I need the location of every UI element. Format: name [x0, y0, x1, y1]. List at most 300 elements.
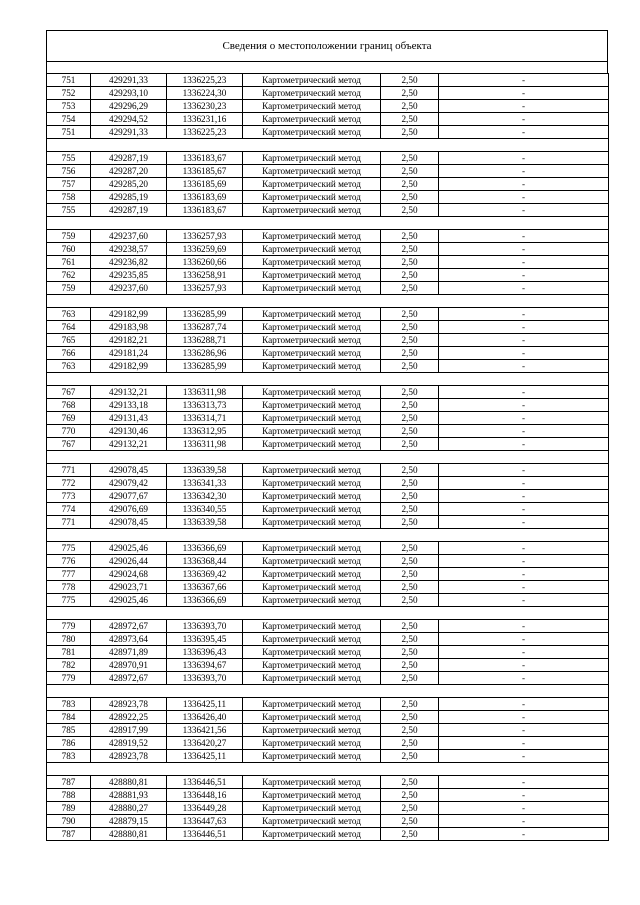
table-row: [47, 438, 609, 451]
method-cell: Картометрический метод: [243, 776, 381, 789]
coordinates-table-body: [47, 74, 609, 841]
x-coordinate-cell: 429285,19: [91, 191, 167, 204]
point-number-cell: 762: [47, 269, 91, 282]
method-cell: Картометрический метод: [243, 789, 381, 802]
x-coordinate-cell: 429236,82: [91, 256, 167, 269]
method-cell: Картометрический метод: [243, 386, 381, 399]
accuracy-cell: 2,50: [381, 360, 439, 373]
accuracy-cell: 2,50: [381, 724, 439, 737]
y-coordinate-cell: 1336396,43: [167, 646, 243, 659]
description-cell: -: [439, 542, 609, 555]
y-coordinate-cell: 1336446,51: [167, 828, 243, 841]
point-number-cell: 759: [47, 230, 91, 243]
accuracy-cell: 2,50: [381, 802, 439, 815]
point-number-cell: 768: [47, 399, 91, 412]
accuracy-cell: 2,50: [381, 568, 439, 581]
description-cell: -: [439, 308, 609, 321]
description-cell: -: [439, 438, 609, 451]
accuracy-cell: 2,50: [381, 828, 439, 841]
y-coordinate-cell: 1336287,74: [167, 321, 243, 334]
y-coordinate-cell: 1336339,58: [167, 464, 243, 477]
point-number-cell: 787: [47, 828, 91, 841]
x-coordinate-cell: 429025,46: [91, 594, 167, 607]
description-cell: -: [439, 282, 609, 295]
table-row: [47, 659, 609, 672]
x-coordinate-cell: 428879,15: [91, 815, 167, 828]
y-coordinate-cell: 1336288,71: [167, 334, 243, 347]
x-coordinate-cell: 429076,69: [91, 503, 167, 516]
method-cell: Картометрический метод: [243, 399, 381, 412]
method-cell: Картометрический метод: [243, 477, 381, 490]
accuracy-cell: 2,50: [381, 74, 439, 87]
method-cell: Картометрический метод: [243, 100, 381, 113]
method-cell: Картометрический метод: [243, 737, 381, 750]
accuracy-cell: 2,50: [381, 386, 439, 399]
point-number-cell: 786: [47, 737, 91, 750]
point-number-cell: 751: [47, 126, 91, 139]
y-coordinate-cell: 1336183,67: [167, 204, 243, 217]
description-cell: -: [439, 711, 609, 724]
y-coordinate-cell: 1336394,67: [167, 659, 243, 672]
method-cell: Картометрический метод: [243, 425, 381, 438]
method-cell: Картометрический метод: [243, 191, 381, 204]
accuracy-cell: 2,50: [381, 334, 439, 347]
table-row: [47, 399, 609, 412]
description-cell: -: [439, 477, 609, 490]
accuracy-cell: 2,50: [381, 646, 439, 659]
method-cell: Картометрический метод: [243, 633, 381, 646]
accuracy-cell: 2,50: [381, 438, 439, 451]
table-row: [47, 360, 609, 373]
method-cell: Картометрический метод: [243, 256, 381, 269]
accuracy-cell: 2,50: [381, 711, 439, 724]
x-coordinate-cell: 429026,44: [91, 555, 167, 568]
y-coordinate-cell: 1336367,66: [167, 581, 243, 594]
point-number-cell: 756: [47, 165, 91, 178]
table-row: [47, 672, 609, 685]
table-row: [47, 230, 609, 243]
description-cell: -: [439, 178, 609, 191]
table-row: [47, 477, 609, 490]
group-separator-row: [47, 529, 609, 542]
y-coordinate-cell: 1336311,98: [167, 386, 243, 399]
accuracy-cell: 2,50: [381, 412, 439, 425]
point-number-cell: 754: [47, 113, 91, 126]
accuracy-cell: 2,50: [381, 321, 439, 334]
x-coordinate-cell: 429293,10: [91, 87, 167, 100]
x-coordinate-cell: 429291,33: [91, 126, 167, 139]
y-coordinate-cell: 1336230,23: [167, 100, 243, 113]
table-row: [47, 334, 609, 347]
description-cell: -: [439, 334, 609, 347]
table-row: [47, 425, 609, 438]
description-cell: -: [439, 594, 609, 607]
accuracy-cell: 2,50: [381, 542, 439, 555]
y-coordinate-cell: 1336313,73: [167, 399, 243, 412]
table-row: [47, 386, 609, 399]
description-cell: -: [439, 555, 609, 568]
point-number-cell: 782: [47, 659, 91, 672]
y-coordinate-cell: 1336447,63: [167, 815, 243, 828]
description-cell: -: [439, 581, 609, 594]
y-coordinate-cell: 1336286,96: [167, 347, 243, 360]
y-coordinate-cell: 1336395,45: [167, 633, 243, 646]
group-separator-row: [47, 763, 609, 776]
method-cell: Картометрический метод: [243, 750, 381, 763]
description-cell: -: [439, 126, 609, 139]
accuracy-cell: 2,50: [381, 672, 439, 685]
accuracy-cell: 2,50: [381, 165, 439, 178]
description-cell: -: [439, 191, 609, 204]
description-cell: -: [439, 204, 609, 217]
method-cell: Картометрический метод: [243, 165, 381, 178]
description-cell: -: [439, 464, 609, 477]
table-row: [47, 490, 609, 503]
x-coordinate-cell: 429182,99: [91, 360, 167, 373]
description-cell: -: [439, 269, 609, 282]
description-cell: -: [439, 633, 609, 646]
accuracy-cell: 2,50: [381, 269, 439, 282]
method-cell: Картометрический метод: [243, 113, 381, 126]
description-cell: -: [439, 568, 609, 581]
y-coordinate-cell: 1336449,28: [167, 802, 243, 815]
table-row: [47, 152, 609, 165]
accuracy-cell: 2,50: [381, 152, 439, 165]
point-number-cell: 778: [47, 581, 91, 594]
x-coordinate-cell: 429132,21: [91, 438, 167, 451]
point-number-cell: 779: [47, 672, 91, 685]
point-number-cell: 785: [47, 724, 91, 737]
table-row: [47, 698, 609, 711]
table-row: [47, 308, 609, 321]
description-cell: -: [439, 659, 609, 672]
y-coordinate-cell: 1336311,98: [167, 438, 243, 451]
point-number-cell: 771: [47, 464, 91, 477]
x-coordinate-cell: 429294,52: [91, 113, 167, 126]
accuracy-cell: 2,50: [381, 308, 439, 321]
table-row: [47, 347, 609, 360]
table-row: [47, 74, 609, 87]
table-row: [47, 620, 609, 633]
point-number-cell: 776: [47, 555, 91, 568]
table-row: [47, 594, 609, 607]
description-cell: -: [439, 815, 609, 828]
y-coordinate-cell: 1336339,58: [167, 516, 243, 529]
x-coordinate-cell: 428880,81: [91, 776, 167, 789]
method-cell: Картометрический метод: [243, 230, 381, 243]
accuracy-cell: 2,50: [381, 113, 439, 126]
x-coordinate-cell: 429182,99: [91, 308, 167, 321]
point-number-cell: 755: [47, 204, 91, 217]
y-coordinate-cell: 1336368,44: [167, 555, 243, 568]
method-cell: Картометрический метод: [243, 555, 381, 568]
method-cell: Картометрический метод: [243, 126, 381, 139]
table-row: [47, 165, 609, 178]
accuracy-cell: 2,50: [381, 776, 439, 789]
accuracy-cell: 2,50: [381, 555, 439, 568]
method-cell: Картометрический метод: [243, 204, 381, 217]
description-cell: -: [439, 100, 609, 113]
y-coordinate-cell: 1336393,70: [167, 620, 243, 633]
y-coordinate-cell: 1336183,69: [167, 191, 243, 204]
method-cell: Картометрический метод: [243, 87, 381, 100]
description-cell: -: [439, 152, 609, 165]
x-coordinate-cell: 429023,71: [91, 581, 167, 594]
point-number-cell: 760: [47, 243, 91, 256]
x-coordinate-cell: 429183,98: [91, 321, 167, 334]
x-coordinate-cell: 429235,85: [91, 269, 167, 282]
accuracy-cell: 2,50: [381, 516, 439, 529]
y-coordinate-cell: 1336257,93: [167, 282, 243, 295]
table-row: [47, 724, 609, 737]
coordinates-table: [46, 73, 609, 841]
y-coordinate-cell: 1336225,23: [167, 74, 243, 87]
y-coordinate-cell: 1336183,67: [167, 152, 243, 165]
description-cell: -: [439, 113, 609, 126]
table-row: [47, 516, 609, 529]
table-row: [47, 113, 609, 126]
method-cell: Картометрический метод: [243, 243, 381, 256]
point-number-cell: 763: [47, 308, 91, 321]
accuracy-cell: 2,50: [381, 100, 439, 113]
point-number-cell: 753: [47, 100, 91, 113]
description-cell: -: [439, 412, 609, 425]
x-coordinate-cell: 429287,20: [91, 165, 167, 178]
method-cell: Картометрический метод: [243, 724, 381, 737]
table-row: [47, 776, 609, 789]
table-row: [47, 282, 609, 295]
description-cell: -: [439, 256, 609, 269]
y-coordinate-cell: 1336340,55: [167, 503, 243, 516]
method-cell: Картометрический метод: [243, 490, 381, 503]
y-coordinate-cell: 1336260,66: [167, 256, 243, 269]
x-coordinate-cell: 429078,45: [91, 516, 167, 529]
description-cell: -: [439, 347, 609, 360]
x-coordinate-cell: 428923,78: [91, 750, 167, 763]
description-cell: -: [439, 672, 609, 685]
accuracy-cell: 2,50: [381, 581, 439, 594]
table-row: [47, 178, 609, 191]
accuracy-cell: 2,50: [381, 243, 439, 256]
method-cell: Картометрический метод: [243, 581, 381, 594]
separator-cell: [47, 763, 609, 776]
table-row: [47, 503, 609, 516]
y-coordinate-cell: 1336421,56: [167, 724, 243, 737]
method-cell: Картометрический метод: [243, 568, 381, 581]
table-row: [47, 100, 609, 113]
table-row: [47, 87, 609, 100]
description-cell: -: [439, 828, 609, 841]
method-cell: Картометрический метод: [243, 698, 381, 711]
method-cell: Картометрический метод: [243, 672, 381, 685]
x-coordinate-cell: 429287,19: [91, 204, 167, 217]
description-cell: -: [439, 425, 609, 438]
accuracy-cell: 2,50: [381, 594, 439, 607]
description-cell: -: [439, 802, 609, 815]
method-cell: Картометрический метод: [243, 282, 381, 295]
method-cell: Картометрический метод: [243, 347, 381, 360]
x-coordinate-cell: 429182,21: [91, 334, 167, 347]
x-coordinate-cell: 428972,67: [91, 672, 167, 685]
x-coordinate-cell: 429287,19: [91, 152, 167, 165]
x-coordinate-cell: 428922,25: [91, 711, 167, 724]
accuracy-cell: 2,50: [381, 282, 439, 295]
description-cell: -: [439, 230, 609, 243]
table-row: [47, 269, 609, 282]
description-cell: -: [439, 737, 609, 750]
description-cell: -: [439, 750, 609, 763]
point-number-cell: 774: [47, 503, 91, 516]
table-row: [47, 412, 609, 425]
description-cell: -: [439, 360, 609, 373]
method-cell: Картометрический метод: [243, 152, 381, 165]
accuracy-cell: 2,50: [381, 256, 439, 269]
x-coordinate-cell: 428970,91: [91, 659, 167, 672]
y-coordinate-cell: 1336342,30: [167, 490, 243, 503]
y-coordinate-cell: 1336366,69: [167, 594, 243, 607]
group-separator-row: [47, 607, 609, 620]
method-cell: Картометрический метод: [243, 542, 381, 555]
point-number-cell: 783: [47, 750, 91, 763]
separator-cell: [47, 373, 609, 386]
x-coordinate-cell: 429237,60: [91, 230, 167, 243]
point-number-cell: 789: [47, 802, 91, 815]
accuracy-cell: 2,50: [381, 633, 439, 646]
x-coordinate-cell: 429238,57: [91, 243, 167, 256]
point-number-cell: 775: [47, 542, 91, 555]
x-coordinate-cell: 429285,20: [91, 178, 167, 191]
accuracy-cell: 2,50: [381, 464, 439, 477]
table-row: [47, 646, 609, 659]
table-row: [47, 581, 609, 594]
point-number-cell: 767: [47, 386, 91, 399]
y-coordinate-cell: 1336341,33: [167, 477, 243, 490]
accuracy-cell: 2,50: [381, 789, 439, 802]
y-coordinate-cell: 1336425,11: [167, 750, 243, 763]
y-coordinate-cell: 1336257,93: [167, 230, 243, 243]
table-row: [47, 815, 609, 828]
description-cell: -: [439, 490, 609, 503]
x-coordinate-cell: 428880,81: [91, 828, 167, 841]
group-separator-row: [47, 685, 609, 698]
table-row: [47, 750, 609, 763]
header-spacer: [46, 62, 608, 73]
x-coordinate-cell: 429077,67: [91, 490, 167, 503]
accuracy-cell: 2,50: [381, 490, 439, 503]
separator-cell: [47, 529, 609, 542]
method-cell: Картометрический метод: [243, 269, 381, 282]
y-coordinate-cell: 1336285,99: [167, 308, 243, 321]
point-number-cell: 757: [47, 178, 91, 191]
y-coordinate-cell: 1336231,16: [167, 113, 243, 126]
x-coordinate-cell: 429237,60: [91, 282, 167, 295]
group-separator-row: [47, 373, 609, 386]
method-cell: Картометрический метод: [243, 360, 381, 373]
point-number-cell: 761: [47, 256, 91, 269]
method-cell: Картометрический метод: [243, 503, 381, 516]
description-cell: -: [439, 789, 609, 802]
point-number-cell: 784: [47, 711, 91, 724]
method-cell: Картометрический метод: [243, 412, 381, 425]
point-number-cell: 770: [47, 425, 91, 438]
point-number-cell: 752: [47, 87, 91, 100]
table-row: [47, 555, 609, 568]
table-row: [47, 321, 609, 334]
y-coordinate-cell: 1336393,70: [167, 672, 243, 685]
point-number-cell: 767: [47, 438, 91, 451]
x-coordinate-cell: 429024,68: [91, 568, 167, 581]
y-coordinate-cell: 1336185,69: [167, 178, 243, 191]
method-cell: Картометрический метод: [243, 308, 381, 321]
y-coordinate-cell: 1336224,30: [167, 87, 243, 100]
y-coordinate-cell: 1336312,95: [167, 425, 243, 438]
point-number-cell: 751: [47, 74, 91, 87]
point-number-cell: 788: [47, 789, 91, 802]
description-cell: -: [439, 646, 609, 659]
table-row: [47, 568, 609, 581]
accuracy-cell: 2,50: [381, 204, 439, 217]
x-coordinate-cell: 429181,24: [91, 347, 167, 360]
point-number-cell: 755: [47, 152, 91, 165]
method-cell: Картометрический метод: [243, 594, 381, 607]
table-row: [47, 802, 609, 815]
method-cell: Картометрический метод: [243, 438, 381, 451]
group-separator-row: [47, 139, 609, 152]
method-cell: Картометрический метод: [243, 321, 381, 334]
table-row: [47, 542, 609, 555]
y-coordinate-cell: 1336369,42: [167, 568, 243, 581]
method-cell: Картометрический метод: [243, 464, 381, 477]
table-row: [47, 191, 609, 204]
separator-cell: [47, 295, 609, 308]
description-cell: -: [439, 321, 609, 334]
description-cell: -: [439, 503, 609, 516]
y-coordinate-cell: 1336426,40: [167, 711, 243, 724]
x-coordinate-cell: 428917,99: [91, 724, 167, 737]
method-cell: Картометрический метод: [243, 620, 381, 633]
table-row: [47, 789, 609, 802]
accuracy-cell: 2,50: [381, 477, 439, 490]
accuracy-cell: 2,50: [381, 737, 439, 750]
x-coordinate-cell: 429133,18: [91, 399, 167, 412]
accuracy-cell: 2,50: [381, 750, 439, 763]
y-coordinate-cell: 1336425,11: [167, 698, 243, 711]
table-row: [47, 204, 609, 217]
separator-cell: [47, 217, 609, 230]
table-row: [47, 633, 609, 646]
accuracy-cell: 2,50: [381, 698, 439, 711]
method-cell: Картометрический метод: [243, 802, 381, 815]
x-coordinate-cell: 428880,27: [91, 802, 167, 815]
x-coordinate-cell: 428881,93: [91, 789, 167, 802]
table-row: [47, 256, 609, 269]
y-coordinate-cell: 1336258,91: [167, 269, 243, 282]
x-coordinate-cell: 428973,64: [91, 633, 167, 646]
method-cell: Картометрический метод: [243, 828, 381, 841]
table-row: [47, 126, 609, 139]
x-coordinate-cell: 428972,67: [91, 620, 167, 633]
point-number-cell: 790: [47, 815, 91, 828]
method-cell: Картометрический метод: [243, 659, 381, 672]
boundary-document: [46, 30, 608, 841]
description-cell: -: [439, 399, 609, 412]
separator-cell: [47, 607, 609, 620]
point-number-cell: 787: [47, 776, 91, 789]
accuracy-cell: 2,50: [381, 659, 439, 672]
table-row: [47, 711, 609, 724]
y-coordinate-cell: 1336285,99: [167, 360, 243, 373]
point-number-cell: 759: [47, 282, 91, 295]
